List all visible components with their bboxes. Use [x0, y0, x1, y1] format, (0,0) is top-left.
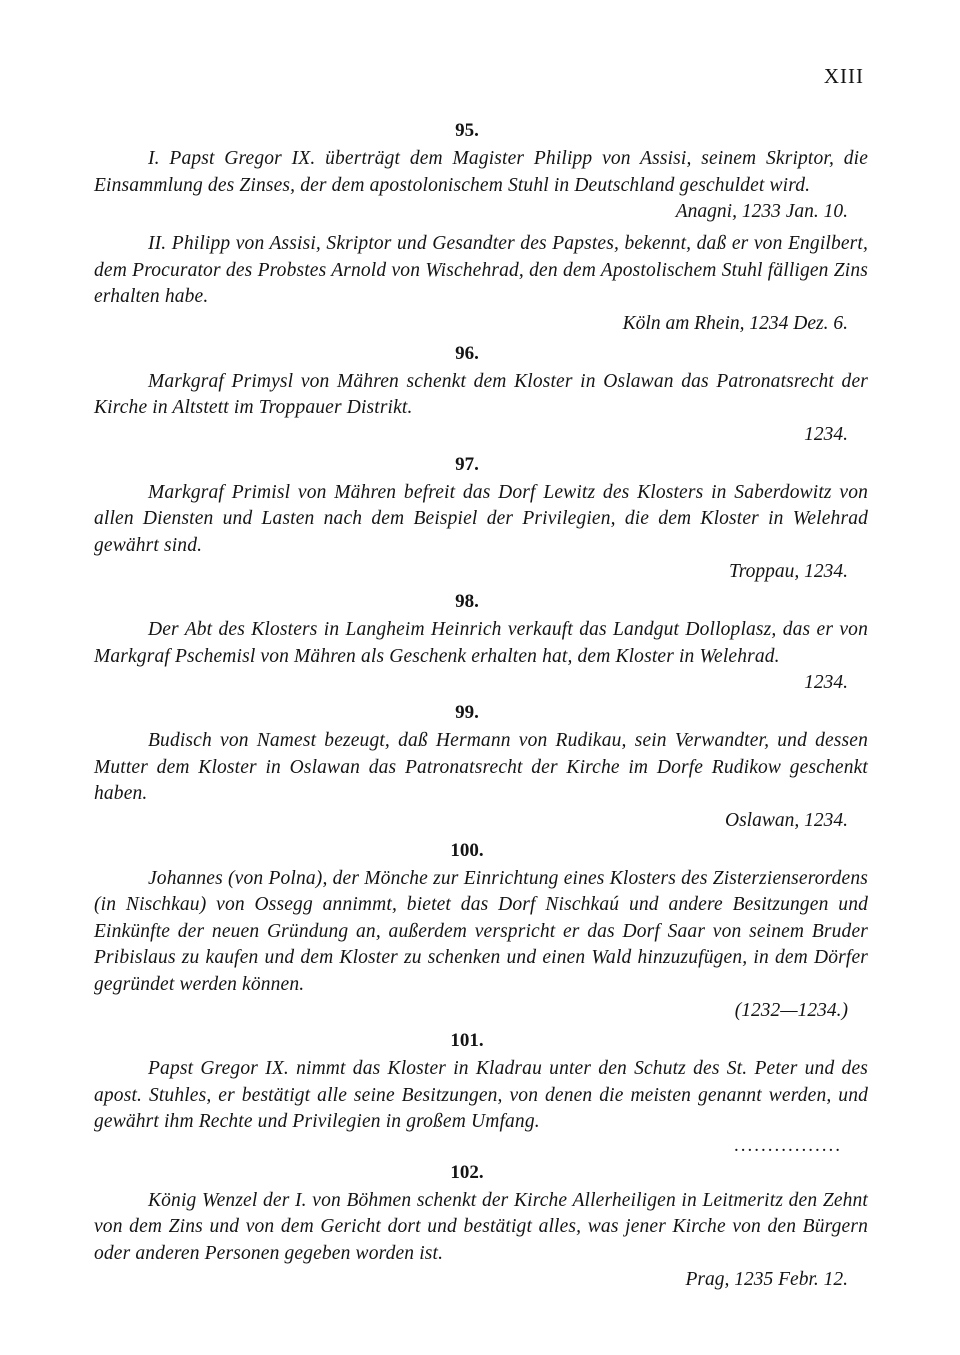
entry-102 — [94, 1162, 868, 1294]
entry-96 — [94, 343, 868, 448]
entry-101 — [94, 1030, 868, 1156]
entry-number: 96. — [455, 342, 479, 364]
page-number: XIII — [823, 64, 864, 88]
entry-place-date: Oslawan, 1234. — [725, 809, 848, 831]
entry-number: 102. — [450, 1161, 484, 1183]
entry-text: König Wenzel der I. von Böhmen schenkt der Kirche Allerheiligen in Leitmeritz den Zehnt von dem Zins und von dem Gericht dort und bestätigt alles, was jener Kirche von den Bürgern oder anderen Personen gegeben worden ist. — [94, 1189, 868, 1264]
entry-95 — [94, 120, 868, 337]
entry-place-date: 1234. — [804, 672, 848, 693]
entry-number: 98. — [455, 591, 479, 612]
entry-99 — [94, 702, 868, 834]
entry-place-date: Prag, 1235 Febr. 12. — [685, 1269, 848, 1290]
entry-98 — [94, 591, 868, 696]
entry-text: Papst Gregor IX. nimmt das Kloster in Kladrau unter den Schutz des St. Peter und des apost. Stuhles, er bestätigt alle seine Besitzungen, von denen die meisten genannt werden, und gewährt ihm Rechte und Privilegien in großem Umfang. — [94, 1058, 868, 1132]
entry-place-date: 1234. — [804, 423, 848, 445]
entry-number: 100. — [450, 839, 484, 861]
entry-text: Johannes (von Polna), der Mönche zur Einrichtung eines Klosters des Zisterzienserordens (in Nischkau) von Ossegg annimmt, bietet das Dorf Nischkaú und andere Besitzungen und Einkünfte der neuen Gründung an, außerdem verspricht er das Dorf Saar von seinem Bruder Pribislaus zu kaufen und dem Kloster zu schenken und einen Wald hinzuzufügen, in dem Dörfer gegründet werden können. — [94, 867, 868, 995]
entry-97 — [94, 454, 868, 586]
entry-place-date: Troppau, 1234. — [728, 561, 848, 582]
entry-place-date-part-2: Köln am Rhein, 1234 Dez. 6. — [622, 312, 848, 334]
entry-number: 97. — [455, 453, 479, 475]
entry-place-date-omitted: ................ — [734, 1134, 842, 1156]
entry-place-date: (1232—1234.) — [734, 1000, 848, 1021]
document-body — [94, 114, 868, 1293]
entry-text: Markgraf Primisl von Mähren befreit das Dorf Lewitz des Klosters in Saberdowitz von allen Diensten und Lasten nach dem Beispiel der Privilegien, die dem Kloster in Welehrad gewährt sind. — [94, 481, 868, 556]
entry-text-part-2: II. Philipp von Assisi, Skriptor und Gesandter des Papstes, bekennt, daß er von Engilbert, dem Procurator des Probstes Arnold von Wischehrad, den dem Apostolischem Stuhl fälligen Zins erhalten habe. — [94, 233, 868, 307]
entry-text: Markgraf Primysl von Mähren schenkt dem Kloster in Oslawan das Patronatsrecht der Kirche in Altstett im Troppauer Distrikt. — [94, 370, 868, 418]
entry-text: I. Papst Gregor IX. überträgt dem Magister Philipp von Assisi, seinem Skriptor, die Einsammlung des Zinses, der dem apostolonischem Stuhl in Deutschland geschuldet wird. — [94, 148, 868, 196]
entry-place-date: Anagni, 1233 Jan. 10. — [675, 201, 848, 222]
entry-text: Der Abt des Klosters in Langheim Heinrich verkauft das Landgut Dolloplasz, das er von Markgraf Pschemisl von Mähren als Geschenk erhalten hat, dem Kloster in Welehrad. — [94, 619, 868, 667]
entry-number: 95. — [455, 120, 479, 141]
entry-100 — [94, 840, 868, 1025]
entry-number: 99. — [455, 702, 479, 723]
entry-number: 101. — [450, 1030, 484, 1051]
entry-text: Budisch von Namest bezeugt, daß Hermann von Rudikau, sein Verwandter, und dessen Mutter dem Kloster in Oslawan das Patronatsrecht der Kirche im Dorfe Rudikow geschenkt haben. — [94, 730, 868, 804]
